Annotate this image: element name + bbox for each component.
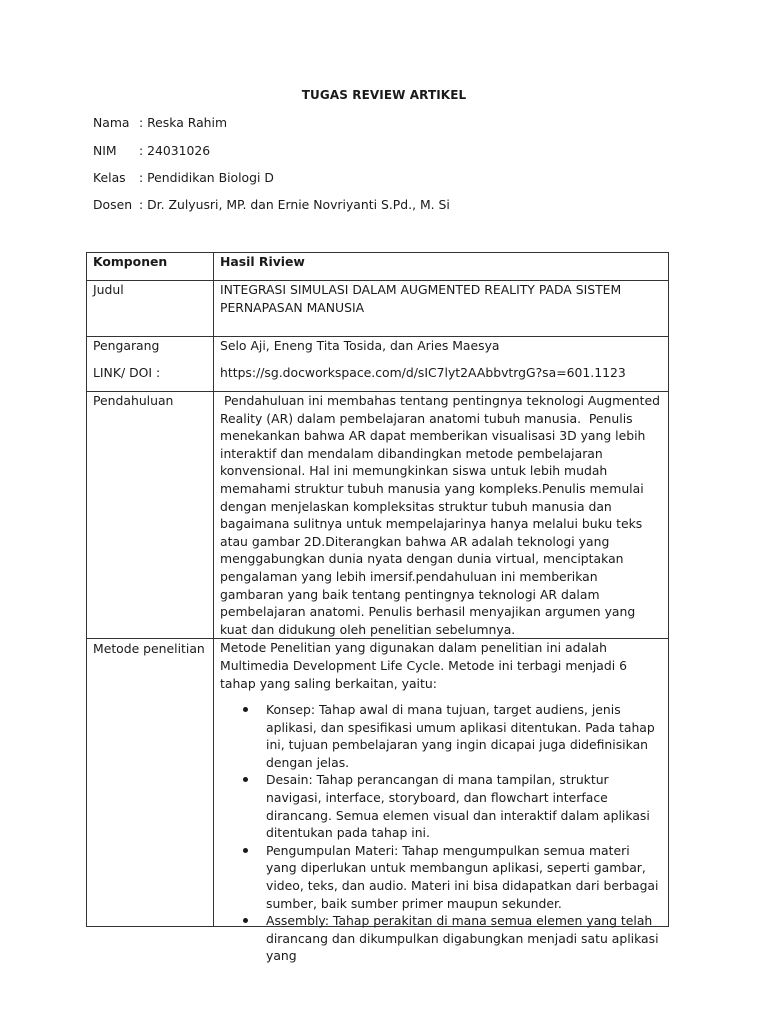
row-value-cell [214, 639, 669, 964]
list-item: Desain: Tahap perancangan di mana tampilan, struktur navigasi, interface, storyboard, dan flowchart interface dirancang. Semua elemen visual dan interaktif dalam aplikasi ditentukan pada tahap ini. [266, 771, 662, 841]
row-value: Selo Aji, Eneng Tita Tosida, dan Aries Maesya [220, 338, 500, 353]
header-cell-hasil: Hasil Riview [214, 253, 669, 281]
row-value-cell [214, 337, 669, 392]
list-item: Pengumpulan Materi: Tahap mengumpulkan semua materi yang diperlukan untuk membangun aplikasi, seperti gambar, video, teks, dan audio. Materi ini bisa didapatkan dari berbagai sumber, baik sumber primer maupun sekunder. [266, 842, 662, 912]
row-value: Pendahuluan ini membahas tentang pentingnya teknologi Augmented Reality (AR) dalam pembelajaran anatomi tubuh manusia. Penulis menekankan bahwa AR dapat memberikan visualisasi 3D yang lebih interaktif dan mendalam dibandingkan metode pembelajaran konvensional. Hal ini memungkinkan siswa untuk lebih mudah memahami struktur tubuh manusia yang kompleks.Penulis memulai dengan menjelaskan kompleksitas struktur tubuh manusia dan bagaimana sulitnya untuk mempelajarinya hanya melalui buku teks atau gambar 2D.Diterangkan bahwa AR adalah teknologi yang menggabungkan dunia nyata dengan dunia virtual, menciptakan pengalaman yang lebih imersif.pendahuluan ini memberikan gambaran yang baik tentang pentingnya teknologi AR dalam pembelajaran anatomi. Penulis berhasil menyajikan argumen yang kuat dan didukung oleh penelitian sebelumnya. [214, 392, 669, 639]
bullet-icon [243, 777, 248, 782]
metode-intro: Metode Penelitian yang digunakan dalam penelitian ini adalah Multimedia Development Life Cycle. Metode ini terbagi menjadi 6 tahap yang saling berkaitan, yaitu: [220, 640, 628, 691]
table-row-pengarang [87, 337, 669, 392]
info-label: Kelas [93, 170, 126, 185]
bullet-icon [243, 918, 248, 923]
row-label: Judul [87, 281, 214, 337]
table-row-judul [87, 281, 669, 337]
list-item: Assembly: Tahap perakitan di mana semua elemen yang telah dirancang dan dikumpulkan digabungkan menjadi satu aplikasi yang [266, 912, 662, 965]
row-label: Pendahuluan [87, 392, 214, 639]
info-nama [93, 115, 227, 131]
info-dosen [93, 197, 450, 213]
document-title: TUGAS REVIEW ARTIKEL [301, 88, 467, 102]
link-value[interactable]: https://sg.docworkspace.com/d/sIC7lyt2AAbbvtrgG?sa=601.1123 [220, 364, 626, 380]
table-header-row [87, 253, 669, 281]
info-value: : Dr. Zulyusri, MP. dan Ernie Novriyanti S.Pd., M. Si [139, 197, 450, 212]
link-label: LINK/ DOI : [93, 364, 161, 380]
info-kelas [93, 170, 274, 186]
metode-steps-list [220, 701, 662, 965]
info-label: NIM [93, 143, 117, 158]
list-item: Konsep: Tahap awal di mana tujuan, target audiens, jenis aplikasi, dan spesifikasi umum aplikasi ditentukan. Pada tahap ini, tujuan pembelajaran yang ingin dicapai juga didefinisikan dengan jelas. [266, 701, 662, 771]
review-table [86, 252, 669, 964]
bullet-icon [243, 707, 248, 712]
header-cell-komponen: Komponen [87, 253, 214, 281]
info-nim [93, 143, 210, 159]
table-row-pendahuluan [87, 392, 669, 639]
info-label: Nama [93, 115, 130, 130]
info-label: Dosen [93, 197, 133, 212]
info-value: : Reska Rahim [139, 115, 228, 130]
info-value: : Pendidikan Biologi D [139, 170, 274, 185]
row-value: INTEGRASI SIMULASI DALAM AUGMENTED REALITY PADA SISTEM PERNAPASAN MANUSIA [214, 281, 669, 337]
row-label: Pengarang [93, 338, 160, 353]
info-value: : 24031026 [139, 143, 211, 158]
table-row-metode [87, 639, 669, 927]
row-label: Metode penelitian [87, 639, 214, 927]
row-label-cell [87, 337, 214, 392]
bullet-icon [243, 848, 248, 853]
